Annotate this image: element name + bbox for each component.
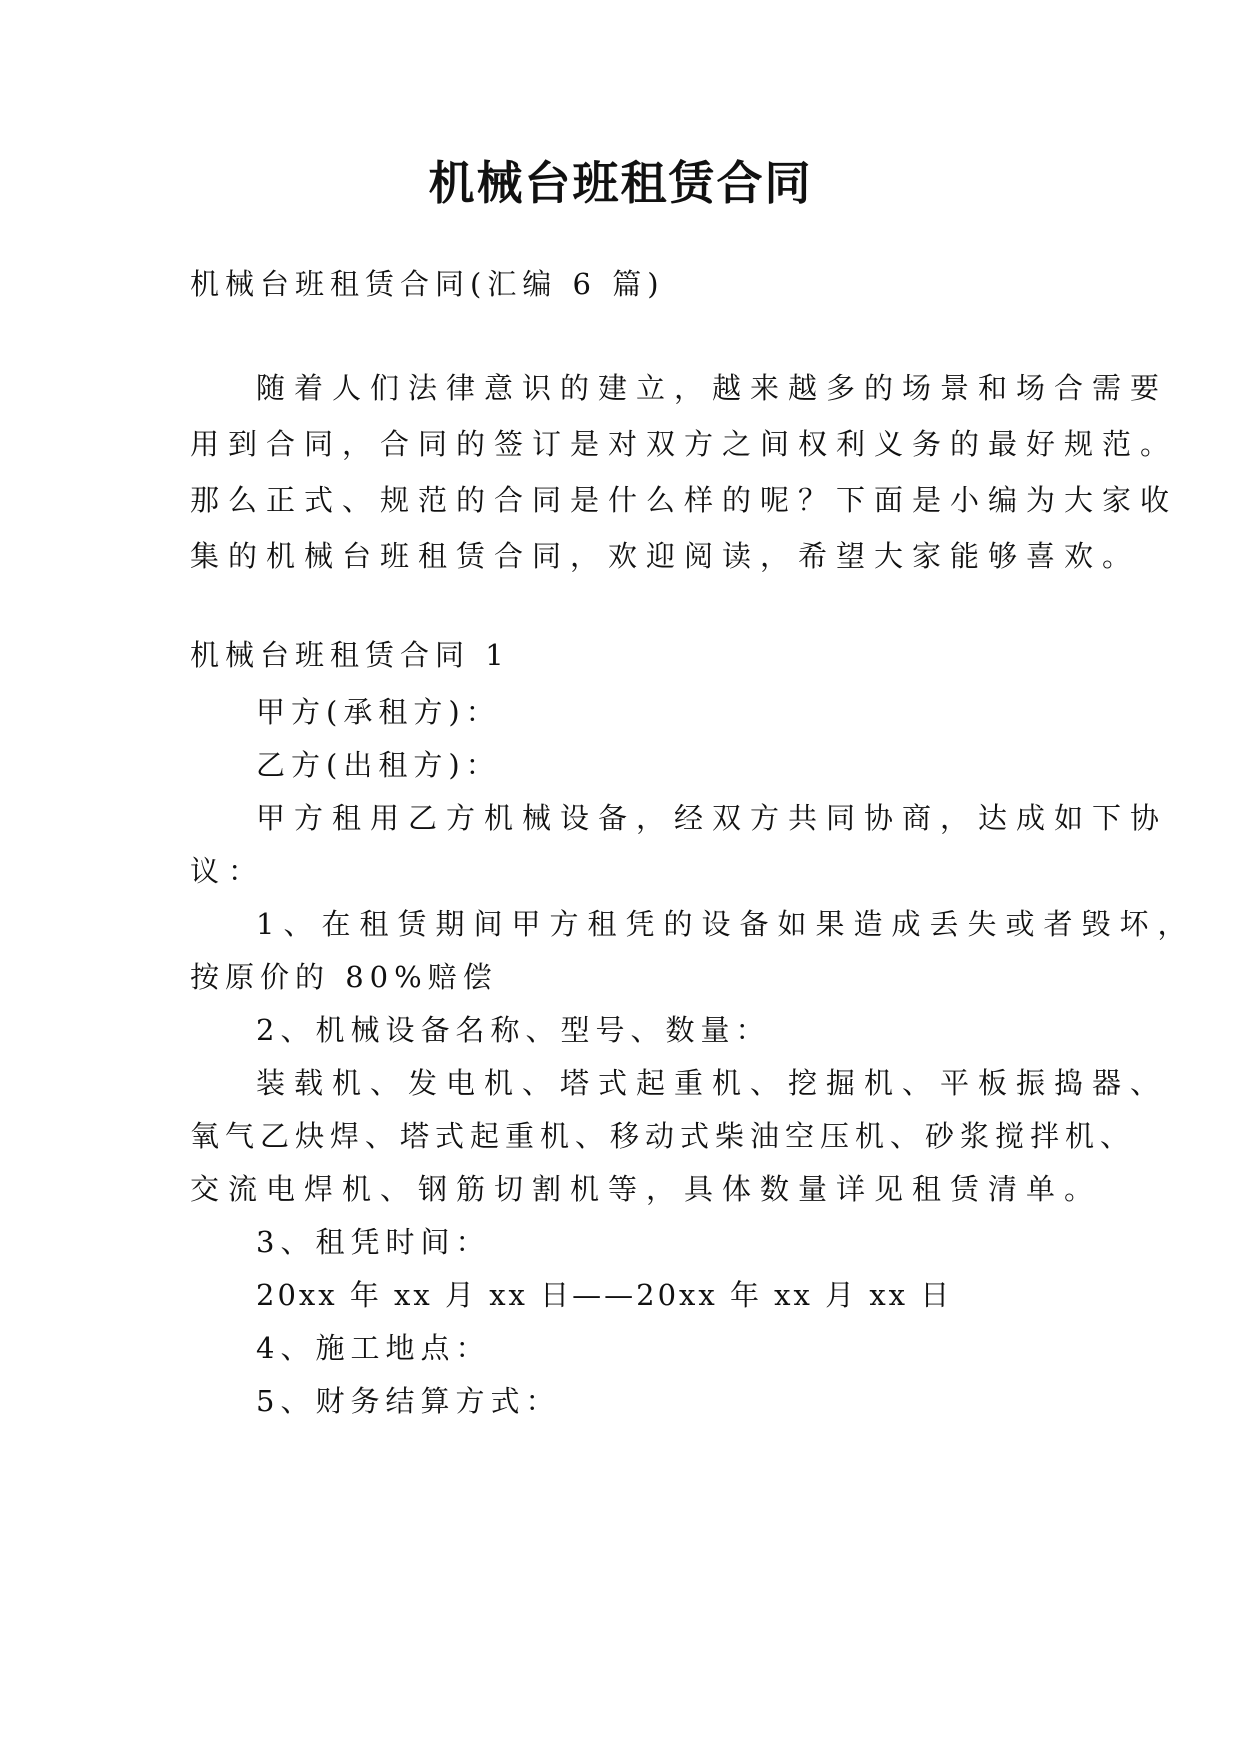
- intro-line: 集的机械台班租赁合同，欢迎阅读，希望大家能够喜欢。: [190, 539, 1141, 573]
- document-title: 机械台班租赁合同: [428, 156, 813, 210]
- agreement-line: 甲方租用乙方机械设备，经双方共同协商，达成如下协: [256, 801, 1169, 835]
- intro-line: 用到合同，合同的签订是对双方之间权利义务的最好规范。: [190, 427, 1179, 461]
- clause-line: 1、在租赁期间甲方租凭的设备如果造成丢失或者毁坏，: [256, 907, 1196, 941]
- document-subtitle: 机械台班租赁合同(汇编 6 篇): [190, 267, 665, 301]
- date-range-line: 20xx 年 xx 月 xx 日——20xx 年 xx 月 xx 日: [256, 1278, 953, 1312]
- equipment-line: 交流电焊机、钢筋切割机等，具体数量详见租赁清单。: [190, 1172, 1103, 1206]
- section-heading: 机械台班租赁合同 1: [190, 638, 510, 672]
- clause-line: 按原价的 80%赔偿: [190, 960, 498, 994]
- equipment-line: 装载机、发电机、塔式起重机、挖掘机、平板振捣器、: [256, 1066, 1169, 1100]
- party-a-line: 甲方(承租方)：: [256, 695, 501, 729]
- party-b-line: 乙方(出租方)：: [256, 748, 501, 782]
- clause-line: 2、机械设备名称、型号、数量：: [256, 1013, 771, 1047]
- intro-line: 那么正式、规范的合同是什么样的呢？下面是小编为大家收: [190, 483, 1179, 517]
- clause-line: 4、施工地点：: [256, 1331, 491, 1365]
- clause-line: 3、租凭时间：: [256, 1225, 491, 1259]
- equipment-line: 氧气乙炔焊、塔式起重机、移动式柴油空压机、砂浆搅拌机、: [190, 1119, 1136, 1153]
- intro-line: 随着人们法律意识的建立，越来越多的场景和场合需要: [256, 371, 1169, 405]
- clause-line: 5、财务结算方式：: [256, 1384, 561, 1418]
- agreement-line: 议：: [190, 854, 267, 888]
